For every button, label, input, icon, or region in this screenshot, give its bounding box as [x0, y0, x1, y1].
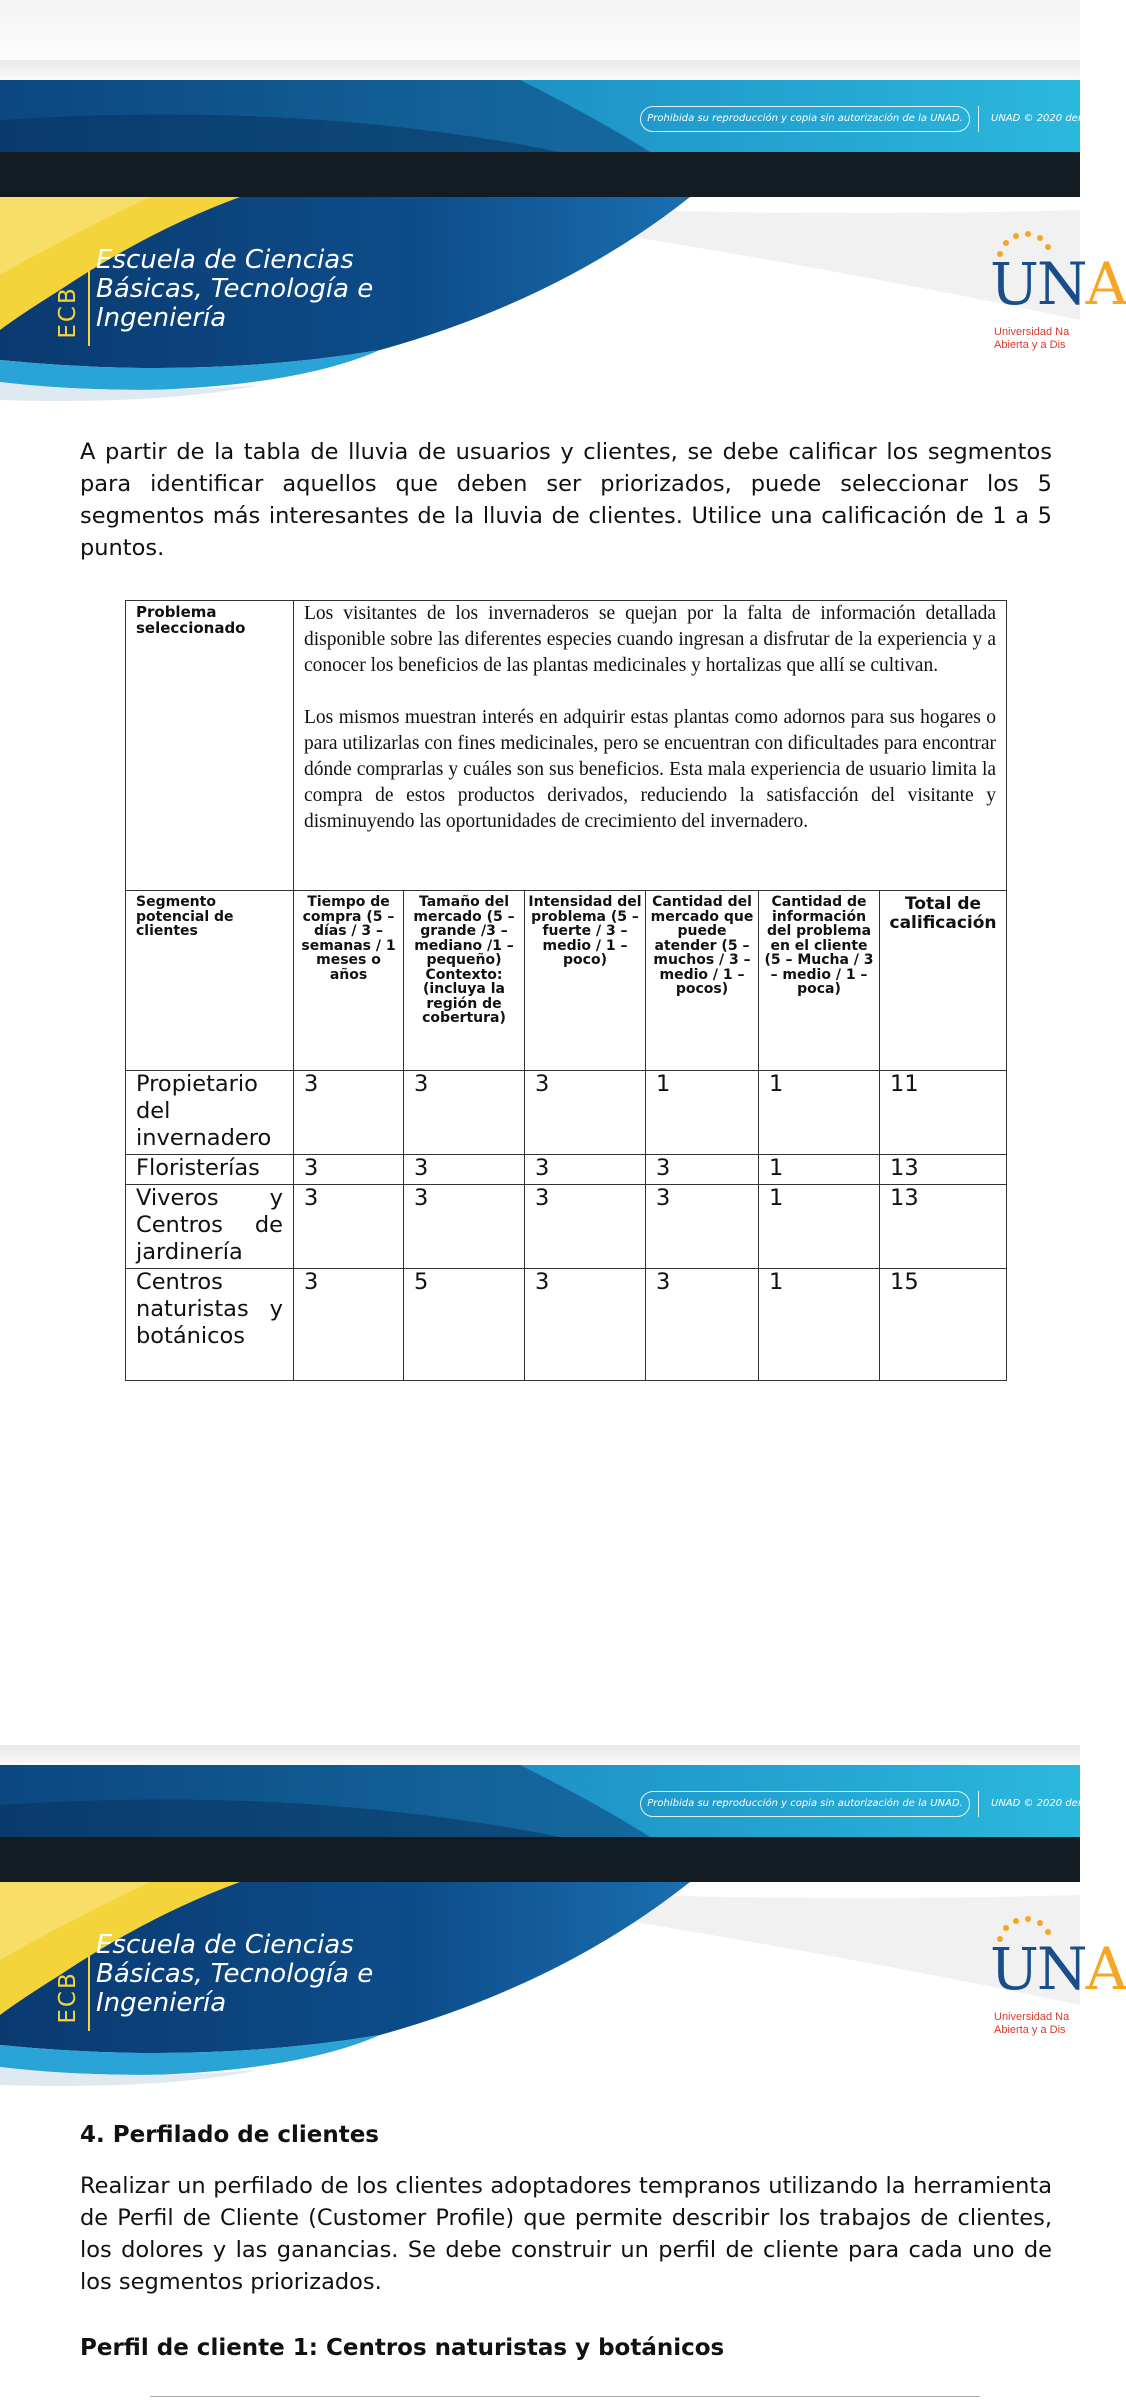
row-quantity: 1 — [646, 1071, 759, 1155]
school-name — [96, 1931, 373, 2018]
table-row — [126, 1155, 1007, 1185]
row-quantity: 3 — [646, 1269, 759, 1381]
ecbti-divider — [88, 1935, 90, 2031]
row-info: 1 — [759, 1185, 880, 1269]
unad-logo — [990, 230, 1126, 360]
table-row — [126, 1071, 1007, 1155]
row-size: 3 — [404, 1185, 525, 1269]
row-total: 13 — [880, 1155, 1007, 1185]
header-segment: Segmento potencial de clientes — [126, 891, 294, 1071]
row-time: 3 — [294, 1071, 404, 1155]
row-segment: Propietario del invernadero — [126, 1071, 294, 1155]
school-name-line-2: Básicas, Tecnología e — [96, 274, 374, 304]
header-banner-1 — [0, 60, 1126, 460]
row-segment: Viveros y Centros de jardinería — [126, 1185, 294, 1269]
problem-text-1: Los visitantes de los invernaderos se quejan por la falta de información detallada disponible sobre las diferentes especies cuando ingresan a disfrutar de la experiencia y a conocer los beneficios de las plantas medicinales y hortalizas que allí se cultivan. — [304, 603, 997, 676]
row-total: 11 — [880, 1071, 1007, 1155]
row-time: 3 — [294, 1269, 404, 1381]
header-market-size: Tamaño del mercado (5 – grande /3 – mediano /1 – pequeño) Contexto: (incluya la región de cobertura) — [404, 891, 525, 1071]
school-name-line-1: Escuela de Ciencias — [96, 245, 354, 275]
row-segment: Centros naturistas y botánicos — [126, 1269, 294, 1381]
header-banner-2 — [0, 1745, 1126, 2145]
problem-description — [294, 601, 1007, 891]
header-information: Cantidad de información del problema en el cliente (5 – Mucha / 3 – medio / 1 – poca) — [759, 891, 880, 1071]
row-quantity: 3 — [646, 1185, 759, 1269]
row-size: 3 — [404, 1071, 525, 1155]
school-name-line-3: Ingeniería — [96, 1988, 227, 2018]
row-intensity: 3 — [525, 1185, 646, 1269]
logo-subtitle-2: Abierta y a Dis — [994, 2024, 1066, 2036]
row-time: 3 — [294, 1185, 404, 1269]
section-4-title: 4. Perfilado de clientes — [80, 2122, 379, 2148]
school-name-line-1: Escuela de Ciencias — [96, 1930, 354, 1960]
school-name-line-3: Ingeniería — [96, 303, 227, 333]
table-row — [126, 1185, 1007, 1269]
row-intensity: 3 — [525, 1071, 646, 1155]
header-quantity: Cantidad del mercado que puede atender (5 – muchos / 3 – medio / 1 – pocos) — [646, 891, 759, 1071]
problem-label: Problema seleccionado — [126, 601, 294, 891]
header-row — [126, 891, 1007, 1071]
school-name — [96, 246, 373, 333]
row-total: 15 — [880, 1269, 1007, 1381]
ecbti-vertical-label: ECBTI — [55, 261, 81, 339]
logo-subtitle-1: Universidad Na — [994, 2011, 1070, 2023]
row-quantity: 3 — [646, 1155, 759, 1185]
header-total: Total de calificación — [880, 891, 1007, 1071]
intro-paragraph: A partir de la tabla de lluvia de usuarios y clientes, se debe calificar los segmentos para identificar aquellos que deben ser priorizados, puede seleccionar los 5 segmentos más interesantes de la lluvia de clientes. Utilice una calificación de 1 a 5 puntos. — [80, 439, 1052, 561]
logo-letters: UNA — [990, 1935, 1126, 2003]
rights-notice: Prohibida su reproducción y copia sin autorización de la UNAD. — [640, 106, 970, 132]
unad-logo — [990, 1915, 1126, 2045]
section-4-paragraph: Realizar un perfilado de los clientes adoptadores tempranos utilizando la herramienta de Perfil de Cliente (Customer Profile) que permite describir los trabajos de clientes, los dolores y las ganancias. Se debe construir un perfil de cliente para cada uno de los segmentos priorizados. — [80, 2173, 1052, 2295]
logo-letters: UNA — [990, 250, 1126, 318]
problem-row — [126, 601, 1007, 891]
copyright-year-notice: UNAD © 2020 derechos — [978, 106, 1118, 132]
row-size: 5 — [404, 1269, 525, 1381]
row-info: 1 — [759, 1071, 880, 1155]
ecbti-divider — [88, 250, 90, 346]
row-intensity: 3 — [525, 1269, 646, 1381]
logo-subtitle-2: Abierta y a Dis — [994, 339, 1066, 351]
table-row — [126, 1269, 1007, 1381]
header-time: Tiempo de compra (5 – días / 3 – semanas / 1 meses o años — [294, 891, 404, 1071]
logo-subtitle-1: Universidad Na — [994, 326, 1070, 338]
row-time: 3 — [294, 1155, 404, 1185]
segment-evaluation-table — [125, 600, 1007, 1381]
ecbti-vertical-label: ECBTI — [55, 1946, 81, 2024]
row-total: 13 — [880, 1185, 1007, 1269]
row-info: 1 — [759, 1269, 880, 1381]
row-intensity: 3 — [525, 1155, 646, 1185]
row-info: 1 — [759, 1155, 880, 1185]
rights-notice: Prohibida su reproducción y copia sin autorización de la UNAD. — [640, 1791, 970, 1817]
school-name-line-2: Básicas, Tecnología e — [96, 1959, 374, 1989]
profile-subtitle: Perfil de cliente 1: Centros naturistas y botánicos — [80, 2335, 725, 2361]
copyright-year-notice: UNAD © 2020 derechos — [978, 1791, 1118, 1817]
bottom-divider — [150, 2396, 980, 2397]
problem-text-2: Los mismos muestran interés en adquirir estas plantas como adornos para sus hogares o para utilizarlas con fines medicinales, pero se encuentran con dificultades para encontrar dónde comprarlas y cuáles son sus beneficios. Esta mala experiencia de usuario limita la compra de estos productos derivados, reduciendo la satisfacción del visitante y disminuyendo las oportunidades de crecimiento del invernadero. — [304, 707, 997, 832]
row-segment: Floristerías — [126, 1155, 294, 1185]
header-intensity: Intensidad del problema (5 – fuerte / 3 – medio / 1 – poco) — [525, 891, 646, 1071]
row-size: 3 — [404, 1155, 525, 1185]
